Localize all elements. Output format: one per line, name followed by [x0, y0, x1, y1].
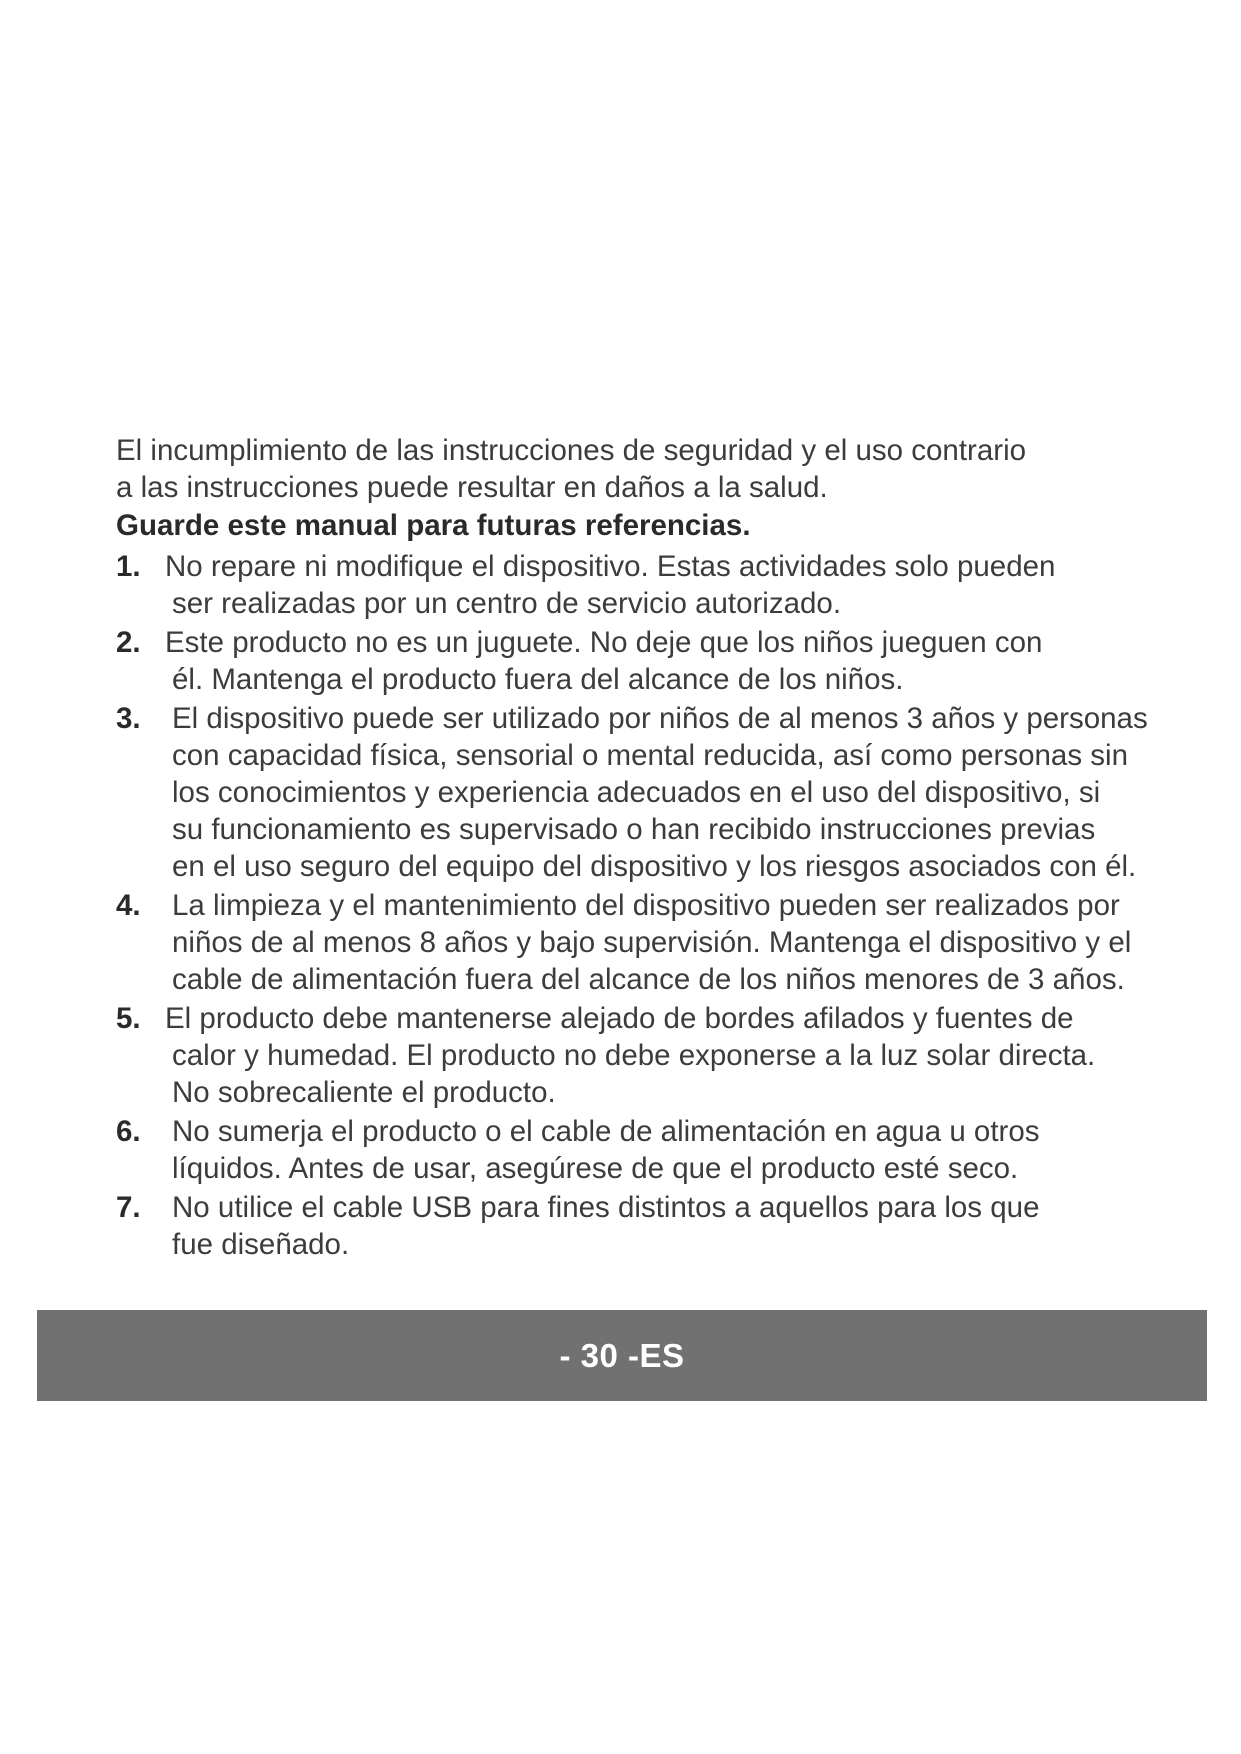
item-number: 6. — [116, 1115, 141, 1148]
item-number: 7. — [116, 1191, 141, 1224]
instruction-item-1 — [116, 548, 1146, 622]
item-text-line: No repare ni modifique el dispositivo. Estas actividades solo pueden — [165, 550, 1056, 583]
item-text-line: fue diseñado. — [172, 1228, 350, 1261]
page-number: - 30 -ES — [559, 1336, 685, 1374]
intro-line-2: a las instrucciones puede resultar en daños a la salud. — [116, 471, 828, 504]
instruction-item-7 — [116, 1189, 1146, 1263]
instruction-item-2 — [116, 624, 1146, 698]
keep-manual-notice: Guarde este manual para futuras referencias. — [116, 509, 751, 542]
item-text-line: Este producto no es un juguete. No deje que los niños jueguen con — [165, 626, 1043, 659]
item-text-line: No sobrecaliente el producto. — [172, 1076, 556, 1109]
item-text-line: La limpieza y el mantenimiento del dispositivo pueden ser realizados por — [172, 889, 1120, 922]
item-text-line: El producto debe mantenerse alejado de bordes afilados y fuentes de — [165, 1002, 1074, 1035]
item-text-line: en el uso seguro del equipo del dispositivo y los riesgos asociados con él. — [172, 850, 1137, 883]
safety-instructions — [116, 432, 1146, 1263]
item-text-line: líquidos. Antes de usar, asegúrese de que el producto esté seco. — [172, 1152, 1019, 1185]
item-text-line: cable de alimentación fuera del alcance de los niños menores de 3 años. — [172, 963, 1125, 996]
instruction-item-5 — [116, 1000, 1146, 1111]
instruction-item-6 — [116, 1113, 1146, 1187]
item-number: 5. — [116, 1002, 141, 1035]
item-text-line: El dispositivo puede ser utilizado por niños de al menos 3 años y personas — [172, 702, 1148, 735]
item-text-line: él. Mantenga el producto fuera del alcance de los niños. — [172, 663, 904, 696]
item-number: 3. — [116, 702, 141, 735]
item-text-line: No utilice el cable USB para fines distintos a aquellos para los que — [172, 1191, 1040, 1224]
item-text-line: con capacidad física, sensorial o mental reducida, así como personas sin — [172, 739, 1128, 772]
instruction-item-4 — [116, 887, 1146, 998]
intro-line-1: El incumplimiento de las instrucciones de seguridad y el uso contrario — [116, 434, 1027, 467]
instruction-item-3 — [116, 700, 1146, 885]
page-footer — [37, 1310, 1207, 1401]
item-text-line: niños de al menos 8 años y bajo supervisión. Mantenga el dispositivo y el — [172, 926, 1132, 959]
item-number: 4. — [116, 889, 141, 922]
item-number: 1. — [116, 550, 141, 583]
item-number: 2. — [116, 626, 141, 659]
item-text-line: No sumerja el producto o el cable de alimentación en agua u otros — [172, 1115, 1040, 1148]
item-text-line: su funcionamiento es supervisado o han recibido instrucciones previas — [172, 813, 1096, 846]
item-text-line: ser realizadas por un centro de servicio autorizado. — [172, 587, 842, 620]
item-text-line: los conocimientos y experiencia adecuados en el uso del dispositivo, si — [172, 776, 1101, 809]
item-text-line: calor y humedad. El producto no debe exponerse a la luz solar directa. — [172, 1039, 1096, 1072]
